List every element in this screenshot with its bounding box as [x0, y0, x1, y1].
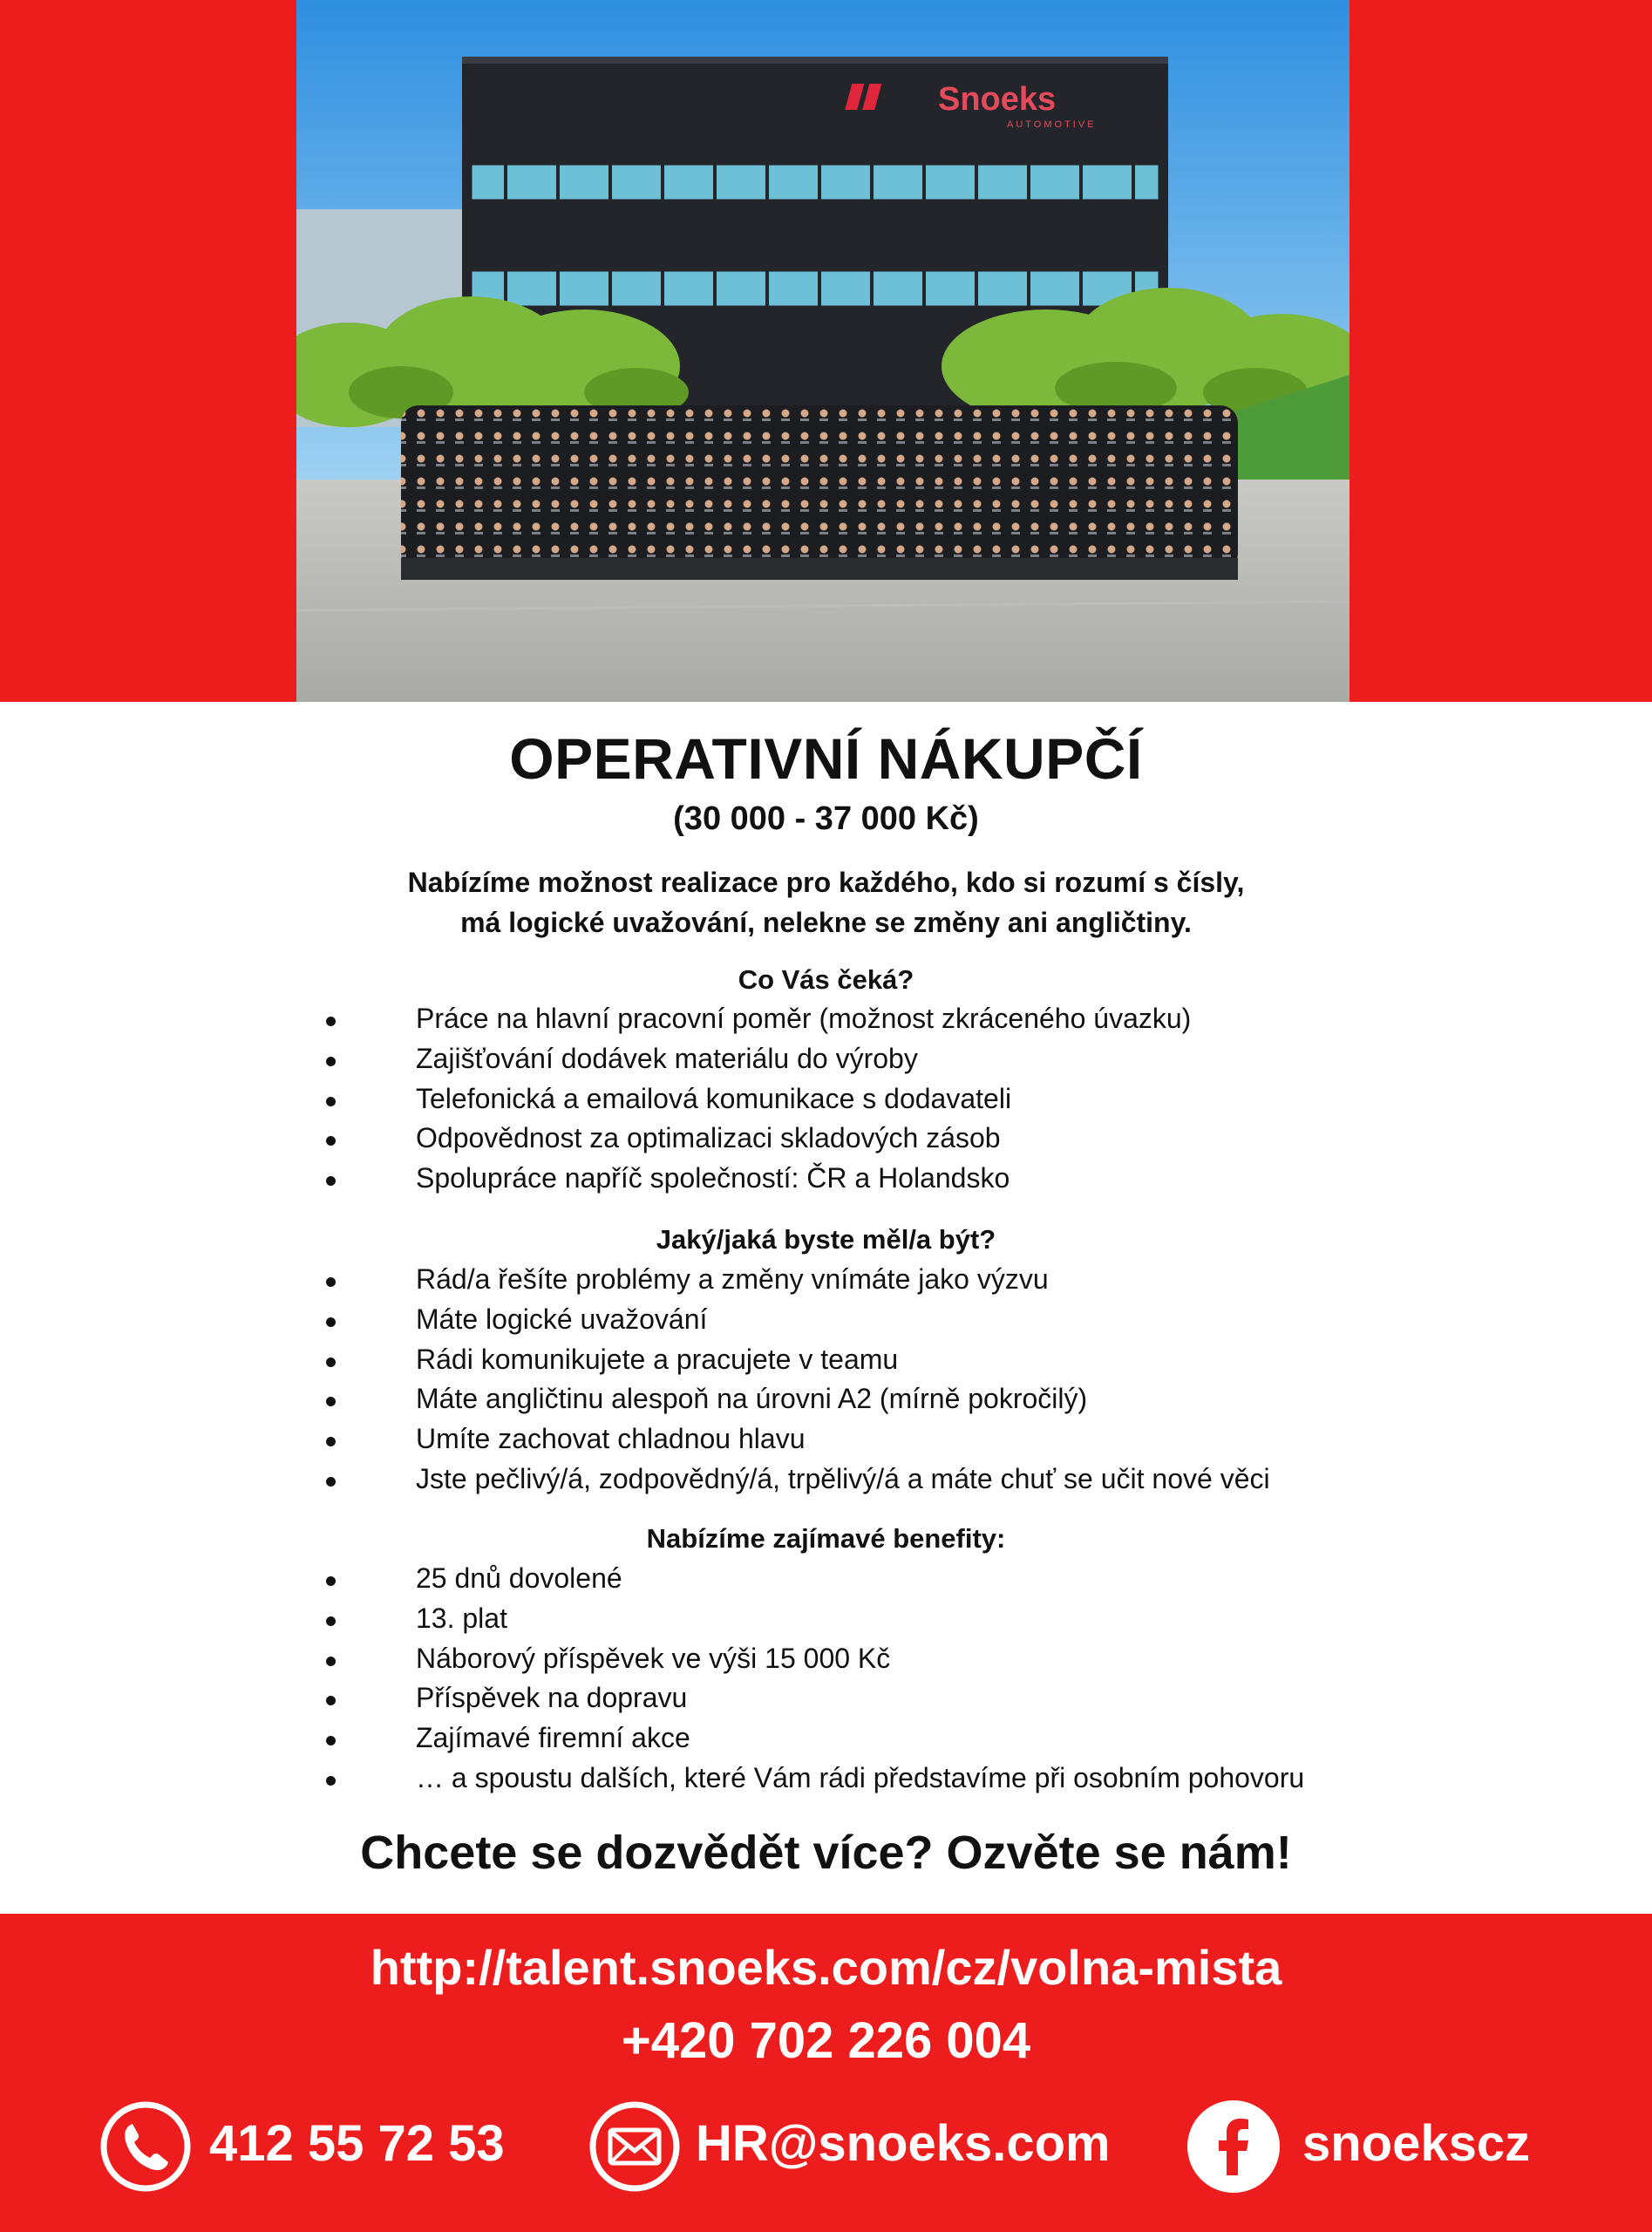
salary-range: (30 000 - 37 000 Kč) [673, 800, 979, 837]
bullet-icon [326, 1736, 336, 1745]
bullet-icon [326, 1317, 336, 1327]
facebook-icon [1187, 2100, 1280, 2193]
careers-link[interactable]: http://talent.snoeks.com/cz/volna-mista [370, 1940, 1282, 1995]
bullet-icon [326, 1776, 336, 1786]
section-heading-requirements: Jaký/jaká byste měl/a být? [656, 1224, 996, 1255]
bullet-icon [326, 1657, 336, 1666]
call-to-action: Chcete se dozvědět více? Ozvěte se nám! [360, 1827, 1292, 1879]
bullet-icon [326, 1358, 336, 1367]
bullet-icon [326, 1477, 336, 1487]
bullet-icon [326, 1176, 336, 1186]
phone-number[interactable]: 412 55 72 53 [209, 2115, 505, 2172]
facebook-handle[interactable]: snoekscz [1302, 2115, 1531, 2172]
intro-line-2: má logické uvažování, nelekne se změny ani angličtiny. [460, 907, 1192, 938]
logo-text: Snoeks [938, 81, 1057, 118]
email-icon [588, 2100, 681, 2193]
logo-subtext: AUTOMOTIVE [1007, 119, 1097, 130]
banner-right-red-panel [1349, 0, 1652, 702]
company-team-photo [296, 0, 1349, 702]
banner-left-red-panel [0, 0, 296, 702]
bullet-icon [326, 1017, 336, 1026]
section-heading-what-awaits: Co Vás čeká? [738, 964, 914, 995]
job-title: OPERATIVNÍ NÁKUPČÍ [509, 726, 1143, 791]
section-heading-benefits: Nabízíme zajímavé benefity: [646, 1523, 1006, 1554]
bullet-icon [326, 1576, 336, 1586]
bullet-icon [326, 1057, 336, 1066]
email-address[interactable]: HR@snoeks.com [696, 2115, 1111, 2172]
main-phone-number[interactable]: +420 702 226 004 [621, 2012, 1031, 2069]
bullet-icon [326, 1616, 336, 1626]
bullet-icon [326, 1097, 336, 1106]
bullet-icon [326, 1136, 336, 1146]
bullet-icon [326, 1696, 336, 1705]
bullet-icon [326, 1277, 336, 1287]
intro-line-1: Nabízíme možnost realizace pro každého, kdo si rozumí s čísly, [407, 867, 1245, 898]
bullet-icon [326, 1437, 336, 1446]
phone-icon [99, 2100, 192, 2193]
bullet-icon [326, 1397, 336, 1406]
